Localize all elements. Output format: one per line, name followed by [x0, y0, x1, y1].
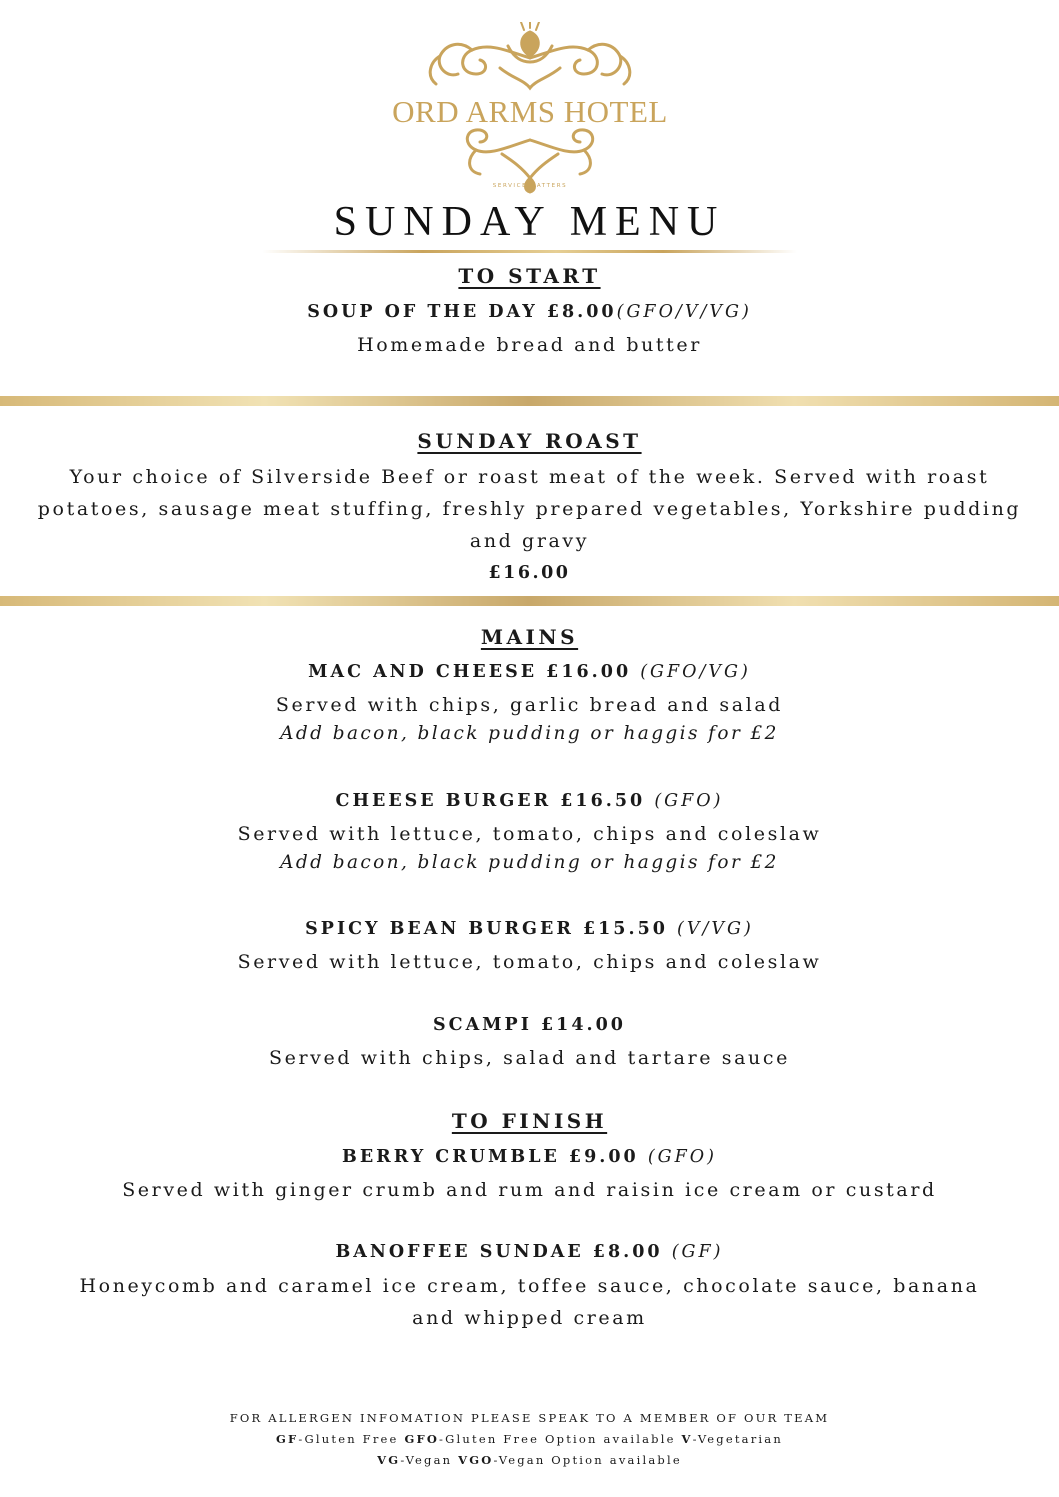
roast-description-line: Your choice of Silverside Beef or roast meat of the week. Served with roast — [69, 466, 990, 488]
allergen-notice: FOR ALLERGEN INFOMATION PLEASE SPEAK TO A MEMBER OF OUR TEAM — [229, 1411, 830, 1425]
key-code: GFO — [404, 1432, 440, 1446]
dietary-tags: (GF) — [671, 1242, 724, 1262]
key-code: VG — [377, 1453, 401, 1467]
menu-item-description: Served with ginger crumb and rum and raisin ice cream or custard — [122, 1179, 937, 1201]
section-heading-to-start: TO START — [458, 264, 601, 288]
menu-item-name: CHEESE BURGER £16.50 (GFO) — [335, 791, 724, 811]
hotel-tagline: SERVICE MATTERS — [492, 183, 568, 189]
menu-item-name: MAC AND CHEESE £16.00 (GFO/VG) — [308, 662, 751, 682]
roast-description-line: and gravy — [469, 530, 590, 552]
menu-item-description: Homemade bread and butter — [357, 334, 702, 356]
dietary-key-line-1: GF-Gluten Free GFO-Gluten Free Option available V-Vegetarian — [276, 1432, 783, 1446]
roast-description-line: potatoes, sausage meat stuffing, freshly prepared vegetables, Yorkshire pudding — [37, 498, 1022, 520]
menu-item-description: Served with lettuce, tomato, chips and coleslaw — [237, 823, 822, 845]
menu-item-description: Served with chips, garlic bread and salad — [275, 694, 784, 716]
gold-band-divider — [0, 396, 1059, 406]
menu-item-name: SCAMPI £14.00 — [433, 1015, 626, 1035]
key-label: Gluten Free — [304, 1432, 399, 1446]
key-label: Vegetarian — [697, 1432, 783, 1446]
dietary-tags: (GFO/V/VG) — [616, 302, 752, 322]
menu-item-name: SPICY BEAN BURGER £15.50 (V/VG) — [305, 919, 754, 939]
title-divider — [262, 250, 797, 253]
key-label: Vegan Option available — [498, 1453, 682, 1467]
section-heading-mains: MAINS — [480, 625, 579, 649]
menu-item-name: BERRY CRUMBLE £9.00 (GFO) — [342, 1147, 717, 1167]
dietary-tags: (GFO) — [647, 1147, 717, 1167]
menu-item-addon: Add bacon, black pudding or haggis for £2 — [280, 852, 779, 873]
page-title: SUNDAY MENU — [333, 199, 726, 245]
menu-item-name: SOUP OF THE DAY £8.00(GFO/V/VG) — [307, 302, 752, 322]
section-heading-sunday-roast: SUNDAY ROAST — [417, 429, 642, 453]
roast-price: £16.00 — [488, 563, 571, 583]
hotel-logo — [380, 22, 680, 197]
menu-item-description-line: Honeycomb and caramel ice cream, toffee sauce, chocolate sauce, banana — [79, 1275, 980, 1297]
key-label: Vegan — [405, 1453, 453, 1467]
menu-item-addon: Add bacon, black pudding or haggis for £2 — [280, 723, 779, 744]
menu-item-description-line: and whipped cream — [412, 1307, 647, 1329]
dietary-tags: (GFO/VG) — [640, 662, 751, 682]
key-label: Gluten Free Option available — [445, 1432, 676, 1446]
key-code: VGO — [458, 1453, 494, 1467]
key-code: V — [681, 1432, 693, 1446]
section-heading-to-finish: TO FINISH — [451, 1109, 608, 1133]
key-code: GF — [276, 1432, 299, 1446]
dietary-tags: (V/VG) — [677, 919, 754, 939]
menu-item-description: Served with lettuce, tomato, chips and coleslaw — [237, 951, 822, 973]
menu-item-name: BANOFFEE SUNDAE £8.00 (GF) — [335, 1242, 724, 1262]
dietary-key-line-2: VG-Vegan VGO-Vegan Option available — [377, 1453, 682, 1467]
menu-item-description: Served with chips, salad and tartare sauce — [269, 1047, 790, 1069]
dietary-tags: (GFO) — [654, 791, 724, 811]
hotel-name: ORD ARMS HOTEL — [392, 94, 668, 129]
gold-band-divider — [0, 596, 1059, 606]
